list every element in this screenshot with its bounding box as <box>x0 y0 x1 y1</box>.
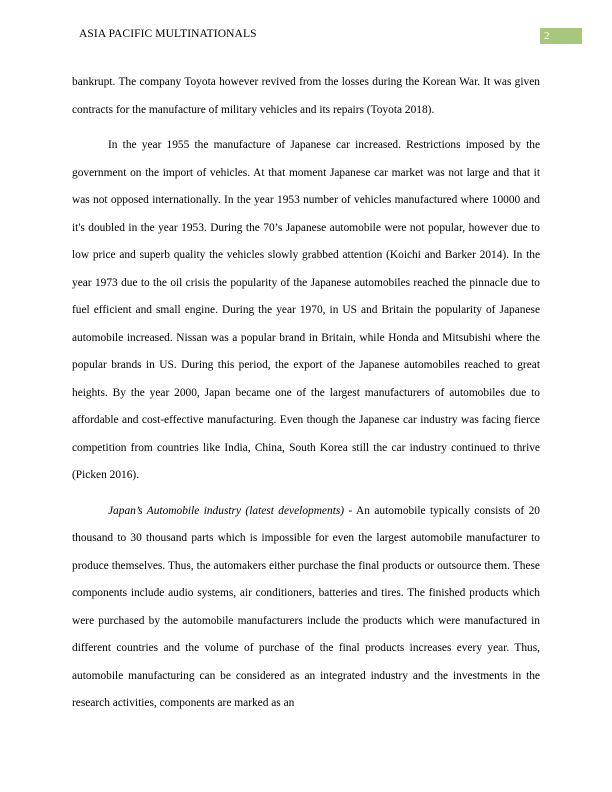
running-header-title: ASIA PACIFIC MULTINATIONALS <box>79 28 257 40</box>
section-heading-inline: Japan’s Automobile industry (latest developments) <box>108 504 345 517</box>
document-body <box>72 69 540 718</box>
paragraph-history: In the year 1955 the manufacture of Japanese car increased. Restrictions imposed by the government on the import of vehicles. At that moment Japanese car market was not large and that it was not opposed internationally. In the year 1953 number of vehicles manufactured where 10000 and it's doubled in the year 1953. During the 70’s Japanese automobile were not popular, however due to low price and superb quality the vehicles slowly grabbed attention (Koichi and Barker 2014). In the year 1973 due to the oil crisis the popularity of the Japanese automobiles reached the pinnacle due to fuel efficient and small engine. During the year 1970, in US and Britain the popularity of Japanese automobile increased. Nissan was a popular brand in Britain, while Honda and Mitsubishi where the popular brands in US. During this period, the export of the Japanese automobiles reached to great heights. By the year 2000, Japan became one of the largest manufacturers of automobiles due to affordable and cost-effective manufacturing. Even though the Japanese car industry was facing fierce competition from countries like India, China, South Korea still the car industry continued to thrive (Picken 2016). <box>72 139 540 481</box>
paragraph-latest-developments-text: - An automobile typically consists of 20 thousand to 30 thousand parts which is impossible for even the largest automobile manufacturer to produce themselves. Thus, the automakers either purchase the final products or outsource them. These components include audio systems, air conditioners, batteries and tires. The finished products which were purchased by the automobile manufacturers include the products which were manufactured in different countries and the volume of purchase of the final products increases every year. Thus, automobile manufacturing can be considered as an integrated industry and the investments in the research activities, components are marked as an <box>72 504 541 709</box>
paragraph-continuation: bankrupt. The company Toyota however revived from the losses during the Korean War. It was given contracts for the manufacture of military vehicles and its repairs (Toyota 2018). <box>72 76 540 116</box>
page-number-badge: 2 <box>540 28 582 44</box>
paragraph-latest-developments <box>72 498 540 718</box>
